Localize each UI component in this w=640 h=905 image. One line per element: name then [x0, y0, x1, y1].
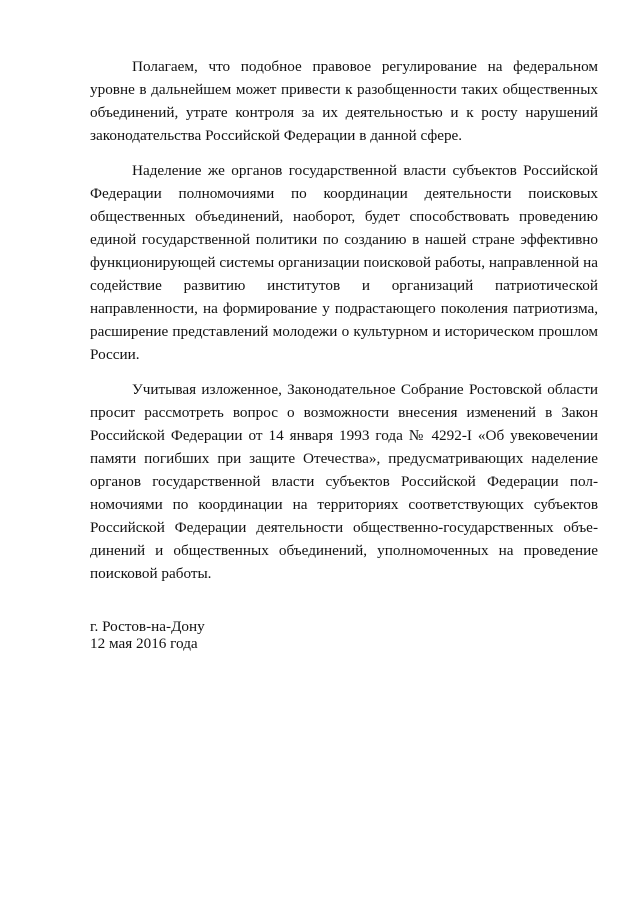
signature-date: 12 мая 2016 года [90, 635, 198, 652]
signature-block [90, 618, 598, 652]
document-page [90, 55, 598, 652]
paragraph-regional-authority: Наделение же органов государственной власти субъектов Российской Федерации полномочиями по координации деятельности поисковых общественных объединений, наоборот, будет способствовать проведению единой государственной политики по созданию в нашей стране эффективно функционирующей системы организации поисковой работы, направленной на содействие развитию институтов и организаций патриотической направленности, на формирование у подрастающего поколения патриотизма, расширение представлений молодежи о культурном и историческом прошлом России. [90, 162, 598, 363]
paragraph-regulation-concern: Полагаем, что подобное правовое регулирование на федеральном уровне в дальнейшем может привести к разобщенности таких общественных объединений, утрате контроля за их деятельностью и к росту нарушений законодательства Российской Федерации в данной сфере. [90, 58, 598, 144]
signature-place: г. Ростов-на-Дону [90, 618, 205, 635]
paragraph-legislative-request: Учитывая изложенное, Законодательное Собрание Ростовской области просит рассмотреть вопрос о возможности внесения изменений в Закон Российской Федерации от 14 января 1993 года № 4292-I «Об увековечении памяти погибших при защите Отечества», предусматривающих наделение органов государственной власти субъектов Российской Федерации полномочиями по координации на территориях соответствующих субъектов Российской Федерации деятельности общественно-государственных объединений и общественных объединений, уполномоченных на проведение поисковой работы. [90, 381, 598, 582]
